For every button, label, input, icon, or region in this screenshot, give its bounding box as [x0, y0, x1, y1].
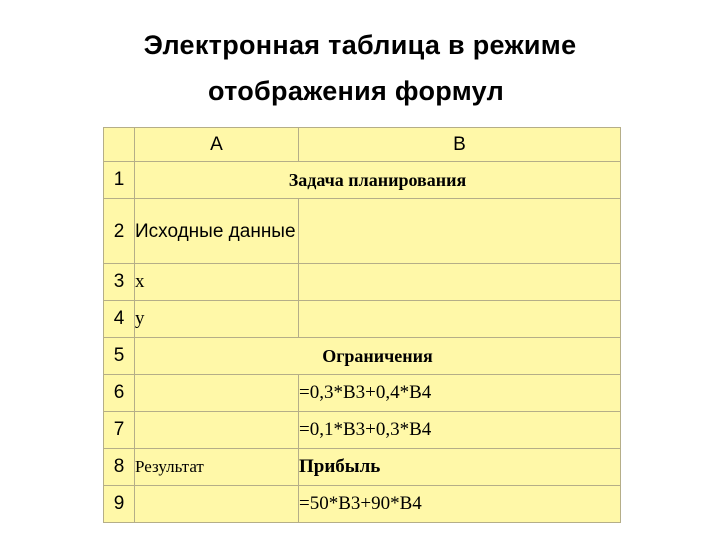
row-number[interactable]: 6 — [104, 375, 135, 412]
merged-cell[interactable]: Ограничения — [135, 338, 621, 375]
cell-a2[interactable]: Исходные данные — [135, 199, 299, 264]
column-header-b[interactable]: B — [299, 128, 621, 162]
slide-title-line-2: отображения формул — [207, 76, 505, 106]
cell-a6[interactable] — [135, 375, 299, 412]
table-row — [104, 338, 621, 375]
cell-b2[interactable] — [299, 199, 621, 264]
table-row — [104, 264, 621, 301]
column-header-a[interactable]: A — [135, 128, 299, 162]
cell-a4[interactable]: y — [135, 301, 299, 338]
table-row — [104, 301, 621, 338]
row-number[interactable]: 7 — [104, 412, 135, 449]
table-row — [104, 449, 621, 486]
cell-a3[interactable]: x — [135, 264, 299, 301]
column-header-row — [104, 128, 621, 162]
row-number[interactable]: 3 — [104, 264, 135, 301]
table-row — [104, 375, 621, 412]
cell-a7[interactable] — [135, 412, 299, 449]
cell-b8[interactable]: Прибыль — [299, 449, 621, 486]
table-row — [104, 162, 621, 199]
cell-b3[interactable] — [299, 264, 621, 301]
row-number[interactable]: 5 — [104, 338, 135, 375]
spreadsheet-table — [103, 127, 621, 523]
cell-b9[interactable]: =50*B3+90*B4 — [299, 486, 621, 523]
cell-b4[interactable] — [299, 301, 621, 338]
row-number[interactable]: 8 — [104, 449, 135, 486]
table-row — [104, 412, 621, 449]
row-number[interactable]: 4 — [104, 301, 135, 338]
table-row — [104, 199, 621, 264]
corner-cell[interactable] — [104, 128, 135, 162]
row-number[interactable]: 2 — [104, 199, 135, 264]
row-number[interactable]: 1 — [104, 162, 135, 199]
cell-b6[interactable]: =0,3*B3+0,4*B4 — [299, 375, 621, 412]
row-number[interactable]: 9 — [104, 486, 135, 523]
cell-b7[interactable]: =0,1*B3+0,3*B4 — [299, 412, 621, 449]
merged-cell[interactable]: Задача планирования — [135, 162, 621, 199]
cell-a8[interactable]: Результат — [135, 449, 299, 486]
table-row — [104, 486, 621, 523]
slide-title-line-1: Электронная таблица в режиме — [143, 30, 577, 60]
cell-a9[interactable] — [135, 486, 299, 523]
